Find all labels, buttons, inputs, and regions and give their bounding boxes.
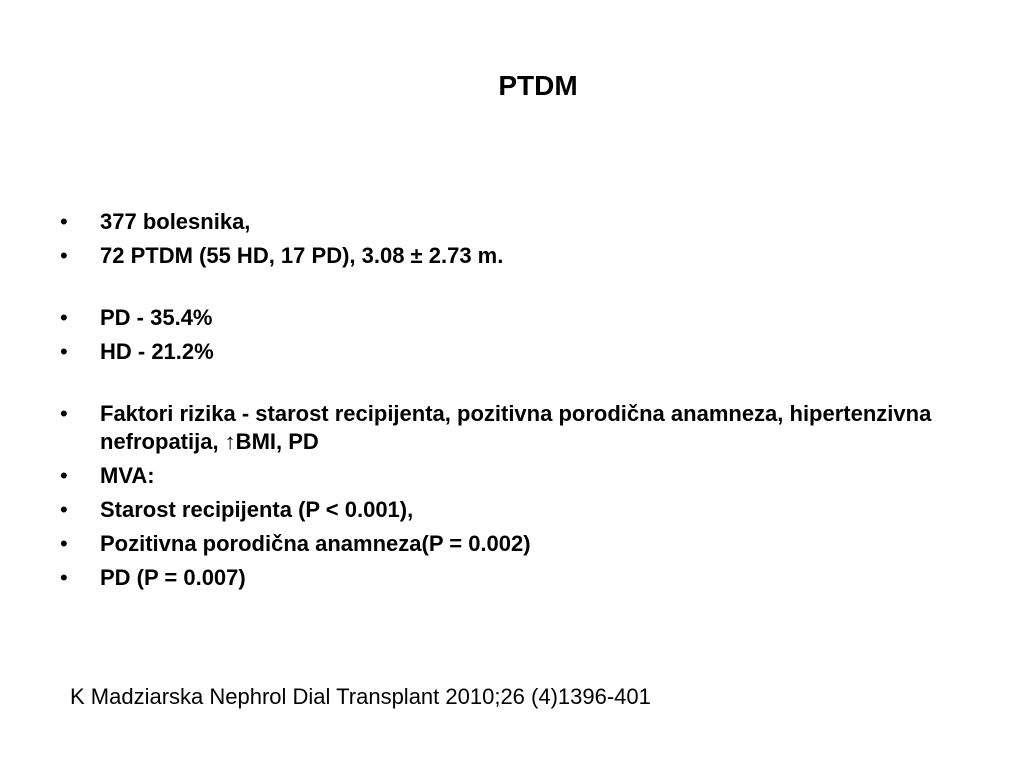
bullet-item xyxy=(58,564,958,592)
bullet-item xyxy=(58,338,958,366)
bullet-dot-icon: • xyxy=(60,463,68,488)
bullet-item xyxy=(58,530,958,558)
bullet-dot-icon: • xyxy=(60,565,68,590)
bullet-list xyxy=(58,208,958,598)
bullet-item xyxy=(58,400,958,456)
bullet-dot-icon: • xyxy=(60,497,68,522)
bullet-dot-icon: • xyxy=(60,401,68,426)
bullet-text: 377 bolesnika, xyxy=(100,209,251,234)
bullet-text: Starost recipijenta (P < 0.001), xyxy=(100,497,414,522)
bullet-dot-icon: • xyxy=(60,243,68,268)
bullet-item xyxy=(58,304,958,332)
bullet-text: MVA: xyxy=(100,463,155,488)
citation: K Madziarska Nephrol Dial Transplant 2010;26 (4)1396-401 xyxy=(70,684,651,709)
bullet-dot-icon: • xyxy=(60,531,68,556)
bullet-text: PD (P = 0.007) xyxy=(100,565,246,590)
bullet-item xyxy=(58,242,958,270)
bullet-text: HD - 21.2% xyxy=(100,339,214,364)
bullet-dot-icon: • xyxy=(60,339,68,364)
bullet-text: 72 PTDM (55 HD, 17 PD), 3.08 ± 2.73 m. xyxy=(100,243,504,268)
bullet-dot-icon: • xyxy=(60,209,68,234)
bullet-text: Pozitivna porodična anamneza(P = 0.002) xyxy=(100,531,531,556)
bullet-item xyxy=(58,496,958,524)
bullet-text: Faktori rizika - starost recipijenta, pozitivna porodična anamneza, hipertenzivna nefropatija, ↑BMI, PD xyxy=(100,401,932,454)
bullet-item xyxy=(58,462,958,490)
bullet-item xyxy=(58,208,958,236)
bullet-dot-icon: • xyxy=(60,305,68,330)
slide-title: PTDM xyxy=(498,70,578,101)
bullet-text: PD - 35.4% xyxy=(100,305,213,330)
